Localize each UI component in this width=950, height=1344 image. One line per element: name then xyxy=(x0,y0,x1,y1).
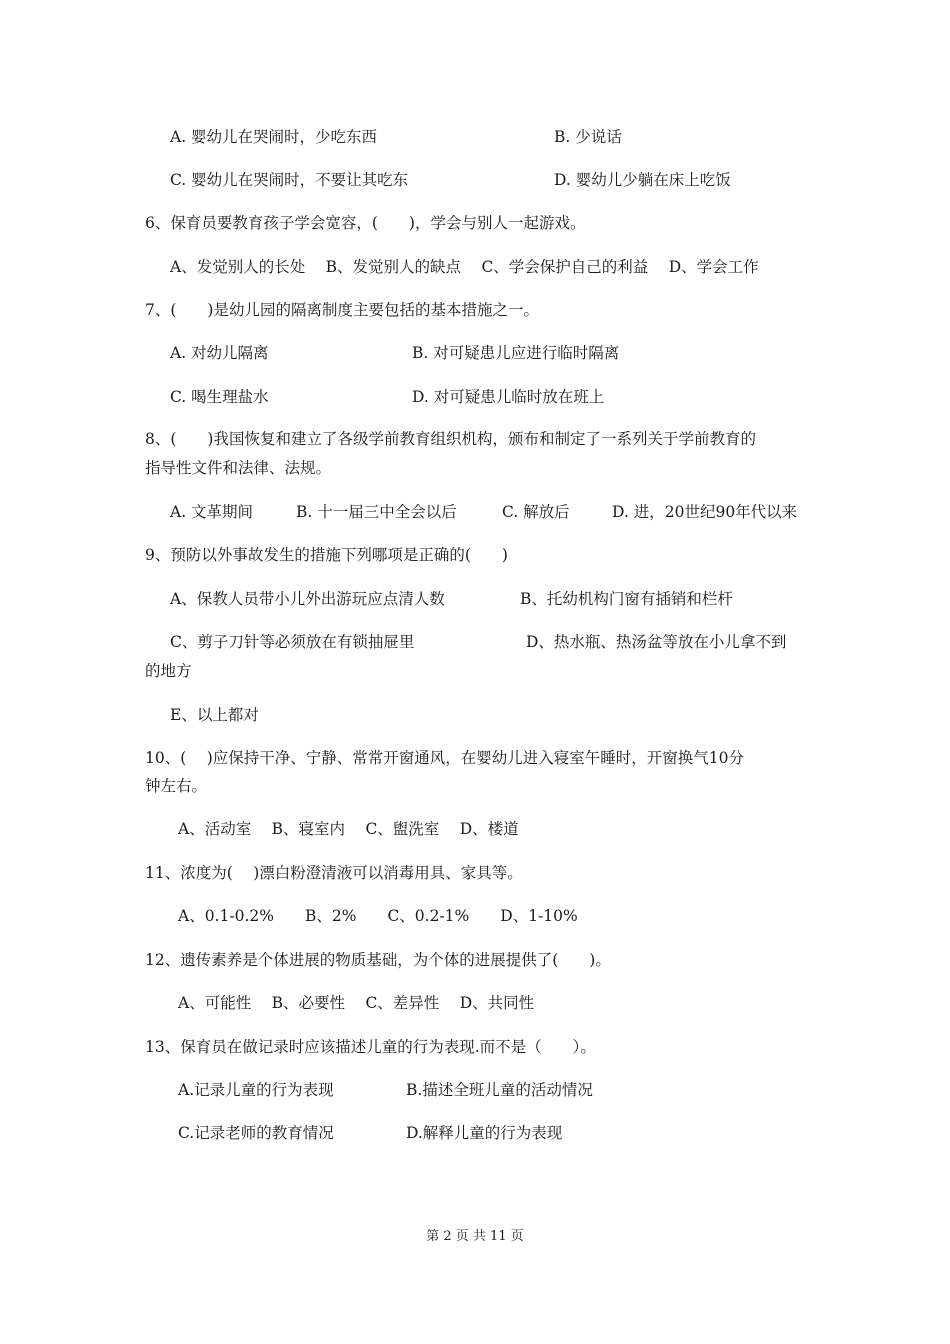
q9-option-d-line2: 的地方 xyxy=(145,662,192,680)
q13-option-c: C.记录老师的教育情况 xyxy=(178,1124,334,1142)
q12-stem: 12、遗传素养是个体进展的物质基础，为个体的进展提供了( )。 xyxy=(145,951,611,969)
q7-option-b: B. 对可疑患儿应进行临时隔离 xyxy=(412,344,620,362)
q10-stem-line2: 钟左右。 xyxy=(145,777,208,795)
q9-option-a: A、保教人员带小儿外出游玩应点清人数 xyxy=(170,590,445,608)
q7-option-d: D. 对可疑患儿临时放在班上 xyxy=(412,388,605,406)
q7-option-a: A. 对幼儿隔离 xyxy=(170,344,269,362)
q13-option-d: D.解释儿童的行为表现 xyxy=(406,1124,563,1142)
q13-option-b: B.描述全班儿童的活动情况 xyxy=(406,1081,593,1099)
q9-option-d-line1: D、热水瓶、热汤盆等放在小儿拿不到 xyxy=(526,633,787,651)
q11-stem: 11、浓度为( )漂白粉澄清液可以消毒用具、家具等。 xyxy=(145,864,523,882)
page-number-footer: 第 2 页 共 11 页 xyxy=(426,1229,524,1244)
q5-option-d: D. 婴幼儿少躺在床上吃饭 xyxy=(554,171,731,189)
q10-options: A、活动室 B、寝室内 C、盥洗室 D、楼道 xyxy=(178,820,519,838)
q13-stem: 13、保育员在做记录时应该描述儿童的行为表现.而不是（ ）。 xyxy=(145,1038,596,1056)
q5-option-b: B. 少说话 xyxy=(554,128,622,146)
q8-option-a: A. 文革期间 xyxy=(170,503,254,521)
q12-options: A、可能性 B、必要性 C、差异性 D、共同性 xyxy=(178,994,535,1012)
q5-option-c: C. 婴幼儿在哭闹时，不要让其吃东 xyxy=(170,171,409,189)
q8-option-d: D. 进，20世纪90年代以来 xyxy=(612,503,798,521)
q8-stem-line2: 指导性文件和法律、法规。 xyxy=(145,459,332,477)
q6-options: A、发觉别人的长处 B、发觉别人的缺点 C、学会保护自己的利益 D、学会工作 xyxy=(170,258,759,276)
q9-option-c: C、剪子刀针等必须放在有锁抽屉里 xyxy=(170,633,415,651)
q9-stem: 9、预防以外事故发生的措施下列哪项是正确的( ) xyxy=(145,546,508,564)
q10-stem-line1: 10、( )应保持干净、宁静、常常开窗通风，在婴幼儿进入寝室午睡时，开窗换气10分 xyxy=(145,749,744,767)
q9-option-e: E、以上都对 xyxy=(170,706,259,724)
q9-option-b: B、托幼机构门窗有插销和栏杆 xyxy=(520,590,733,608)
q8-option-c: C. 解放后 xyxy=(502,503,570,521)
q7-stem: 7、( )是幼儿园的隔离制度主要包括的基本措施之一。 xyxy=(145,301,539,319)
q11-options: A、0.1-0.2% B、2% C、0.2-1% D、1-10% xyxy=(178,907,578,925)
q8-option-b: B. 十一届三中全会以后 xyxy=(296,503,457,521)
q8-stem-line1: 8、( )我国恢复和建立了各级学前教育组织机构，颁布和制定了一系列关于学前教育的 xyxy=(145,430,756,448)
q6-stem: 6、保育员要教育孩子学会宽容，( )，学会与别人一起游戏。 xyxy=(145,214,586,232)
q13-option-a: A.记录儿童的行为表现 xyxy=(178,1081,334,1099)
q5-option-a: A. 婴幼儿在哭闹时，少吃东西 xyxy=(170,128,378,146)
q7-option-c: C. 喝生理盐水 xyxy=(170,388,269,406)
